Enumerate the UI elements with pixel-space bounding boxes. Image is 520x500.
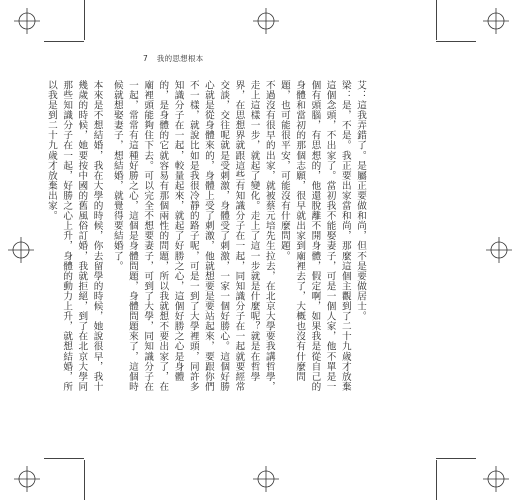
- crop-line-tl-h: [44, 41, 84, 42]
- book-title: 我的思想根本: [156, 54, 204, 63]
- registration-mark-right-middle: [486, 237, 512, 263]
- crop-line-tr-v: [436, 0, 437, 40]
- registration-mark-bottom-left: [14, 466, 40, 492]
- registration-mark-top-center: [253, 8, 279, 34]
- body-text: [39, 80, 368, 400]
- crop-line-bl-h: [44, 458, 84, 459]
- paragraph: 艾：這我弄錯了。是屬正要做和尚，但不是要做居士。: [355, 80, 366, 322]
- crop-line-br-h: [436, 458, 476, 459]
- registration-mark-top-right: [483, 8, 509, 34]
- crop-line-br-v: [436, 460, 437, 500]
- page-number: 7: [143, 54, 149, 63]
- registration-mark-left-middle: [8, 237, 34, 263]
- paragraph: 不過沒有很早的出家，就被蔡元培先生拉去，在北京大學要我講哲學，走上這樣一步，就起了變化。走上了這一步就是什麼呢？就是在哲學界，在思想界就跟這些有知識分子在一起，同知識分子在一起就要經常交談，交往呢就是受刺激，身體受了刺激，一家一個好勝心。這個好勝心就是從身體來的，身體上受了刺激，他就想要是要站起來，要跟你們不一樣，就說比如是我很冷靜的路子呢，可是一到了大學裡頭，同許多知識分子在一起，較量起來，就起了好勝之心，這個好勝之心是身體的，是身體的它就容易有那個兩性的問題，所以我就想不要出家了，在廟裡頭能夠住下去。可以完全不想要妻子，可到了大學，同知識分子在一起，常常有這種好勝之心，這個是身體問題，身體問題來了，這個時候就想娶妻子，想結婚，就覺得要結婚了。: [111, 80, 275, 392]
- running-header: [143, 53, 204, 64]
- paragraph: 本來是不想結婚，我在大學的時候，你去留學的時候，她說很早，我十幾歲的時候，她要按中國的舊風俗訂婚，我就拒絕，到了在北京大學同那些知識分子在一起，好勝之心上升，身體的動力上升，就想結婚，所以我是到二十九歲才放棄出家。: [45, 80, 103, 392]
- registration-mark-top-left: [14, 8, 40, 34]
- registration-mark-bottom-right: [483, 466, 509, 492]
- crop-line-tr-h: [436, 41, 476, 42]
- paragraph: 梁：是，不是。我正要出家當和尚，那麼這個主觀到了二十九歲才放棄這個念頭，不出家了。當初我不能娶妻子，可是一個人家，他不單是一個有頭腦，有思想的，他還脫離不開身體，假定啊，如果我是從自己的身體和當初的那個志願，很早就出家到廟裡去了，大概也沒有什麼問題，也可能很平安，可能沒有什麼問題。: [278, 80, 351, 392]
- registration-mark-bottom-center: [253, 466, 279, 492]
- crop-line-tl-v: [84, 0, 85, 40]
- crop-line-bl-v: [84, 460, 85, 500]
